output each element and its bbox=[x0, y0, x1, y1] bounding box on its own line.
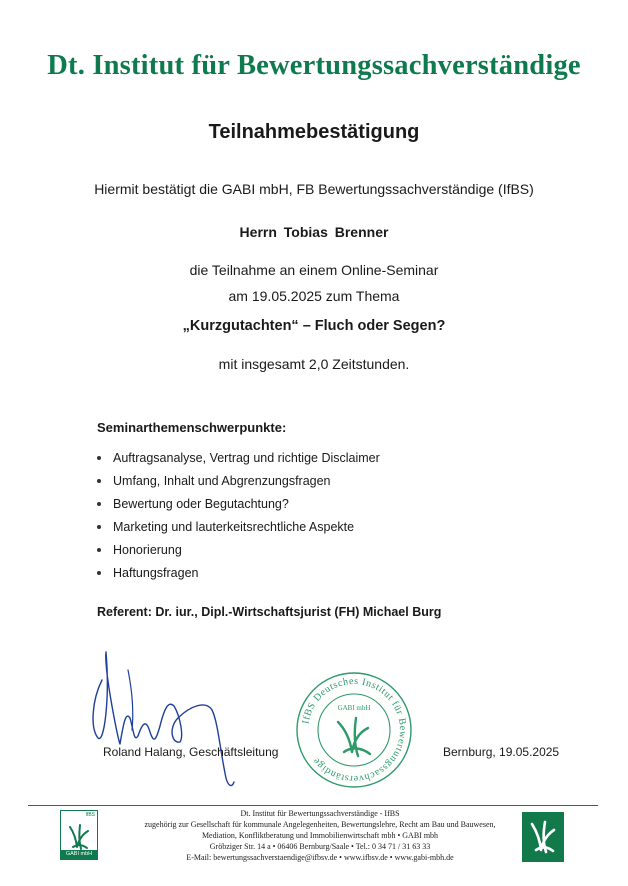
list-item: Haftungsfragen bbox=[97, 565, 380, 588]
hours-text: mit insgesamt 2,0 Zeitstunden. bbox=[218, 356, 410, 372]
footer-divider bbox=[28, 805, 598, 806]
footer-line: Dt. Institut für Bewertungssachverständige - IfBS bbox=[240, 809, 400, 818]
seminar-topic: „Kurzgutachten“ – Fluch oder Segen? bbox=[182, 318, 446, 334]
date-text: am 19.05.2025 zum Thema bbox=[228, 288, 400, 304]
institute-header: Dt. Institut für Bewertungssachverständige bbox=[47, 50, 581, 81]
list-item: Bewertung oder Begutachtung? bbox=[97, 496, 380, 519]
institute-seal bbox=[294, 670, 414, 790]
intro-text: Hiermit bestätigt die GABI mbH, FB Bewertungssachverständige (IfBS) bbox=[94, 181, 534, 197]
gabi-logo-large bbox=[522, 812, 564, 862]
list-item: Umfang, Inhalt und Abgrenzungsfragen bbox=[97, 473, 380, 496]
signatory-name: Roland Halang, Geschäftsleitung bbox=[103, 745, 279, 759]
footer-line: Mediation, Konfliktberatung und Immobilienwirtschaft mbh • GABI mbh bbox=[201, 831, 439, 840]
footer-address bbox=[120, 808, 520, 863]
gabi-logo-small bbox=[60, 810, 98, 860]
seal-center-text: GABI mbH bbox=[337, 704, 371, 712]
scale-icon bbox=[522, 812, 564, 862]
footer-line: zugehörig zur Gesellschaft für kommunale Angelegenheiten, Bewertungslehre, Recht am Bau und Bauwesen, bbox=[144, 820, 496, 829]
list-item: Marketing und lauterkeitsrechtliche Aspekte bbox=[97, 519, 380, 542]
footer-line: Gröbziger Str. 14 a • 06406 Bernburg/Saale • Tel.: 0 34 71 / 31 63 33 bbox=[209, 842, 431, 851]
logo-ifbs-label: IfBS bbox=[85, 812, 95, 818]
participation-text: die Teilnahme an einem Online-Seminar bbox=[189, 262, 439, 278]
seal-ring-text: IfBS Deutsches Institut für Bewertungssachverständige bbox=[300, 675, 409, 785]
logo-gabi-label: GABI mbH bbox=[61, 850, 97, 859]
referent-line: Referent: Dr. iur., Dipl.-Wirtschaftsjurist (FH) Michael Burg bbox=[97, 605, 442, 619]
document-title: Teilnahmebestätigung bbox=[208, 121, 420, 143]
place-date: Bernburg, 19.05.2025 bbox=[443, 745, 560, 759]
footer-line: E-Mail: bewertungssachverstaendige@ifbsv.de • www.ifbsv.de • www.gabi-mbh.de bbox=[186, 853, 454, 862]
list-item: Auftragsanalyse, Vertrag und richtige Disclaimer bbox=[97, 450, 380, 473]
participant-name: Herrn Tobias Brenner bbox=[239, 224, 389, 240]
list-item: Honorierung bbox=[97, 542, 380, 565]
handwritten-signature bbox=[88, 640, 258, 790]
focus-list bbox=[97, 450, 380, 588]
focus-heading: Seminarthemenschwerpunkte: bbox=[97, 420, 287, 435]
